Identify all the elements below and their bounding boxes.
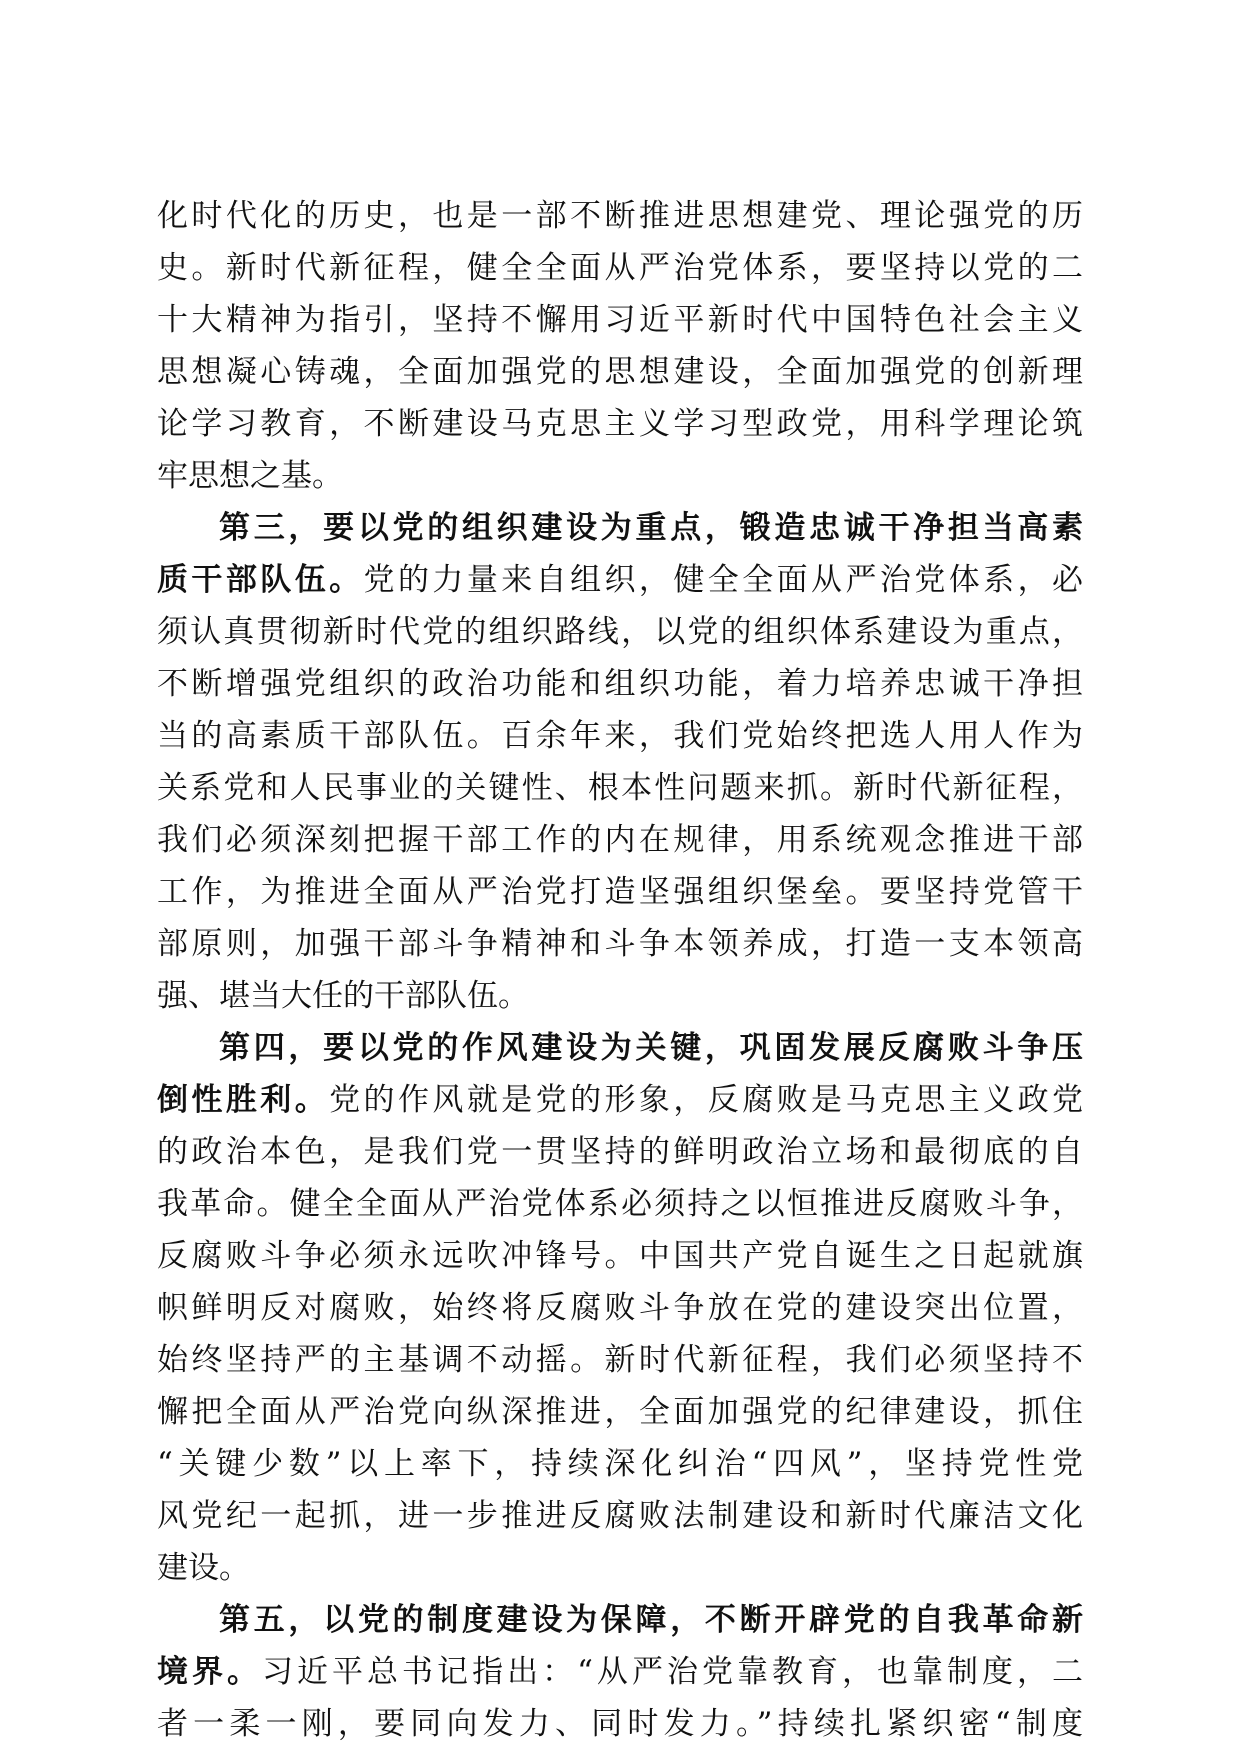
section-heading-fifth-end: 境界。 xyxy=(157,1654,263,1690)
paragraph-line: 风党纪一起抓，进一步推进反腐败法制建设和新时代廉洁文化 xyxy=(157,1498,1083,1534)
section-heading-fifth: 第五，以党的制度建设为保障，不断开辟党的自我革命新 xyxy=(219,1602,1083,1638)
section-heading-fourth: 第四，要以党的作风建设为关键，巩固发展反腐败斗争压 xyxy=(219,1030,1083,1066)
paragraph-line: 工作，为推进全面从严治党打造坚强组织堡垒。要坚持党管干 xyxy=(157,874,1083,910)
paragraph-text: 党的作风就是党的形象，反腐败是马克思主义政党 xyxy=(329,1082,1084,1118)
section-heading-fourth-end: 倒性胜利。 xyxy=(157,1082,330,1118)
section-heading-third-end: 质干部队伍。 xyxy=(157,562,364,598)
paragraph-text: 习近平总书记指出：“从严治党靠教育，也靠制度，二 xyxy=(262,1654,1084,1690)
paragraph-line: 始终坚持严的主基调不动摇。新时代新征程，我们必须坚持不 xyxy=(157,1342,1083,1378)
paragraph-line xyxy=(157,1646,1083,1698)
paragraph-line: 化时代化的历史，也是一部不断推进思想建党、理论强党的历 xyxy=(157,198,1083,234)
paragraph-line: 反腐败斗争必须永远吹冲锋号。中国共产党自诞生之日起就旗 xyxy=(157,1238,1083,1274)
paragraph-line: 论学习教育，不断建设马克思主义学习型政党，用科学理论筑 xyxy=(157,406,1083,442)
paragraph-line xyxy=(157,1074,1083,1126)
paragraph-line: 者一柔一刚，要同向发力、同时发力。”持续扎紧织密“制度 xyxy=(157,1706,1083,1742)
paragraph-line: 我革命。健全全面从严治党体系必须持之以恒推进反腐败斗争， xyxy=(157,1186,1083,1222)
paragraph-line: 史。新时代新征程，健全全面从严治党体系，要坚持以党的二 xyxy=(157,250,1083,286)
paragraph-line: 懈把全面从严治党向纵深推进，全面加强党的纪律建设，抓住 xyxy=(157,1394,1083,1430)
paragraph-line: 建设。 xyxy=(157,1550,250,1586)
paragraph-text: 党的力量来自组织，健全全面从严治党体系，必 xyxy=(363,562,1084,598)
paragraph-line xyxy=(157,554,1083,606)
paragraph-line: 不断增强党组织的政治功能和组织功能，着力培养忠诚干净担 xyxy=(157,666,1083,702)
paragraph-line: 牢思想之基。 xyxy=(157,458,343,494)
paragraph-line: 部原则，加强干部斗争精神和斗争本领养成，打造一支本领高 xyxy=(157,926,1083,962)
paragraph-line: 我们必须深刻把握干部工作的内在规律，用系统观念推进干部 xyxy=(157,822,1083,858)
paragraph-line: 须认真贯彻新时代党的组织路线，以党的组织体系建设为重点， xyxy=(157,614,1083,650)
paragraph-line: 强、堪当大任的干部队伍。 xyxy=(157,978,529,1014)
paragraph-line: “关键少数”以上率下，持续深化纠治“四风”，坚持党性党 xyxy=(157,1446,1083,1482)
paragraph-line: 帜鲜明反对腐败，始终将反腐败斗争放在党的建设突出位置， xyxy=(157,1290,1083,1326)
paragraph-line: 的政治本色，是我们党一贯坚持的鲜明政治立场和最彻底的自 xyxy=(157,1134,1083,1170)
paragraph-line: 关系党和人民事业的关键性、根本性问题来抓。新时代新征程， xyxy=(157,770,1083,806)
section-heading-third: 第三，要以党的组织建设为重点，锻造忠诚干净担当高素 xyxy=(219,510,1083,546)
paragraph-line: 当的高素质干部队伍。百余年来，我们党始终把选人用人作为 xyxy=(157,718,1083,754)
document-body xyxy=(157,190,1083,1750)
paragraph-line: 十大精神为指引，坚持不懈用习近平新时代中国特色社会主义 xyxy=(157,302,1083,338)
paragraph-line: 思想凝心铸魂，全面加强党的思想建设，全面加强党的创新理 xyxy=(157,354,1083,390)
